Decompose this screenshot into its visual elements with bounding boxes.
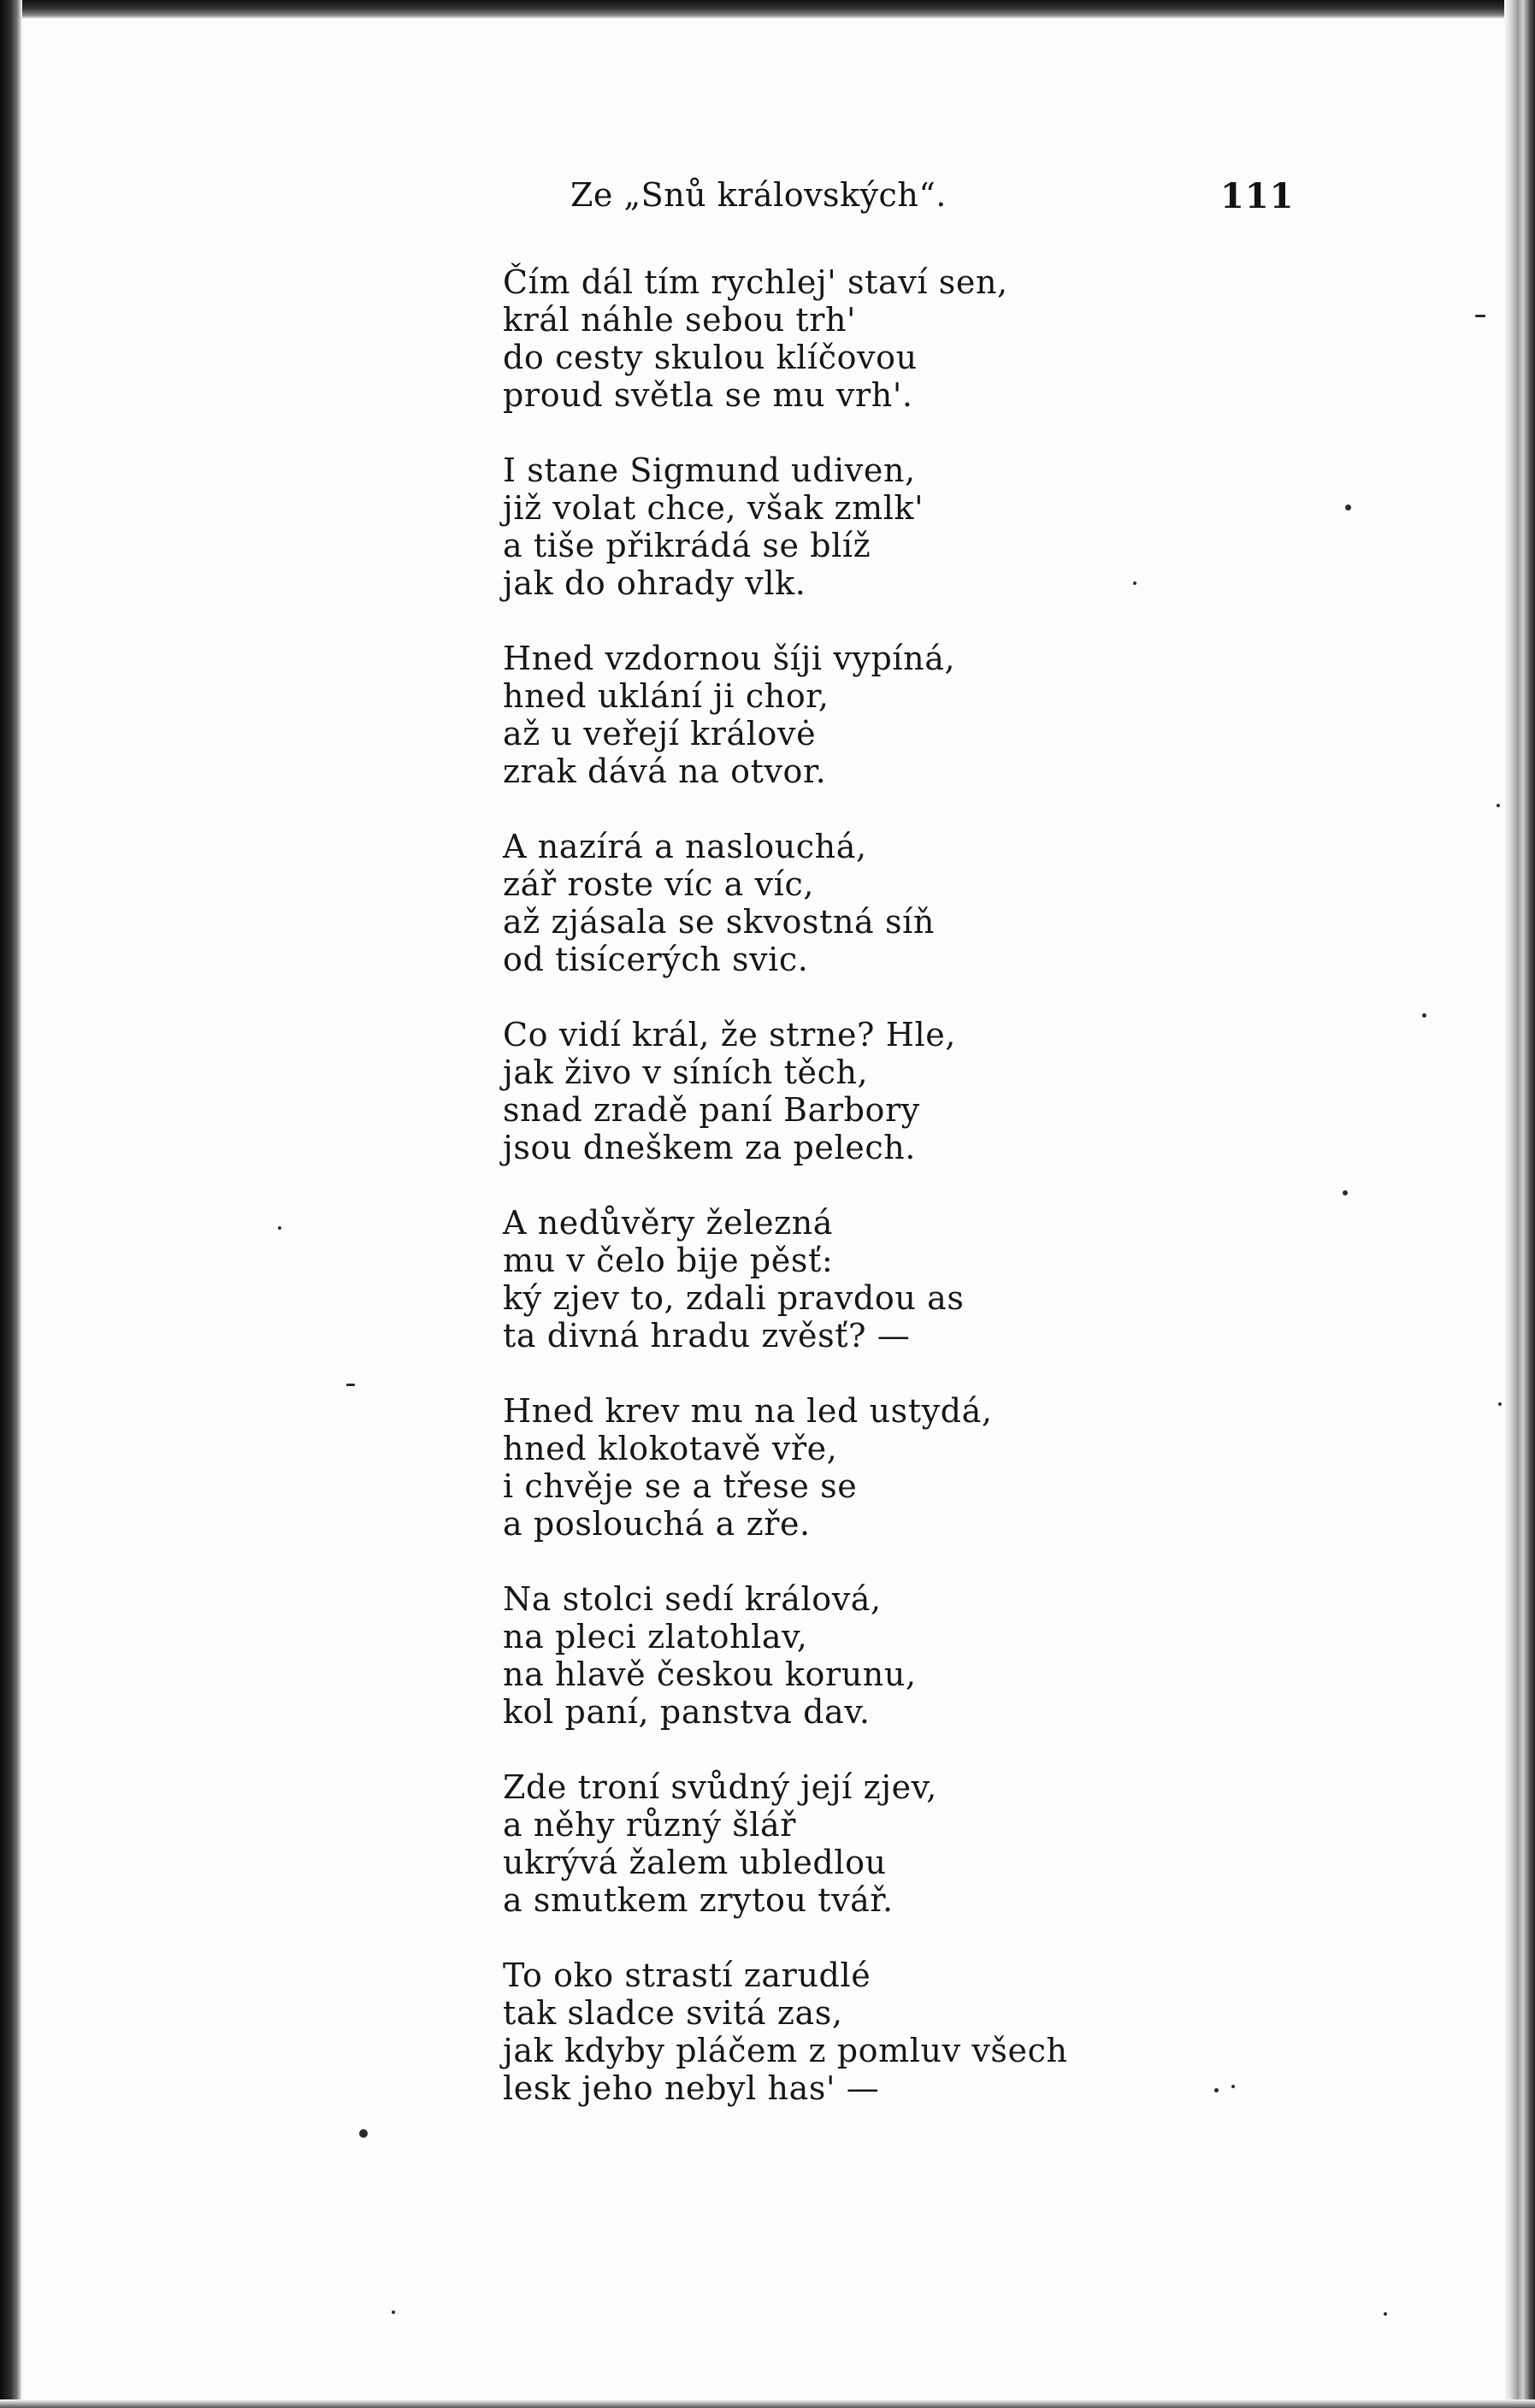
verse-line: a poslouchá a zře. — [503, 1505, 811, 1543]
scan-speck — [1384, 2312, 1387, 2316]
scan-edge-bottom — [0, 2399, 1535, 2408]
verse-line: proud světla se mu vrh'. — [503, 376, 913, 414]
verse-line: lesk jeho nebyl has' — — [503, 2069, 880, 2107]
verse-line: již volat chce, však zmlk' — [503, 489, 924, 527]
verse-line: Co vidí král, že strne? Hle, — [503, 1016, 956, 1054]
verse-line: I stane Sigmund udiven, — [503, 452, 916, 489]
scan-speck — [1231, 2085, 1235, 2088]
page-number: 111 — [1220, 176, 1295, 216]
verse-line: do cesty skulou klíčovou — [503, 339, 918, 376]
verse-line: jak živo v síních těch, — [503, 1054, 869, 1091]
verse-line: hned klokotavě vře, — [503, 1430, 838, 1467]
verse-line: Hned vzdornou šíji vypíná, — [503, 640, 956, 677]
running-head — [0, 176, 1535, 224]
verse-line: kol paní, panstva dav. — [503, 1693, 871, 1731]
scan-speck — [1345, 505, 1351, 511]
verse-line: až zjásala se skvostná síň — [503, 903, 935, 941]
stanza — [503, 452, 1153, 602]
scan-speck — [1497, 804, 1500, 807]
verse-line: tak sladce svitá zas, — [503, 1994, 843, 2032]
scan-speck — [1475, 315, 1485, 317]
verse-line: jsou dneškem za pelech. — [503, 1129, 916, 1166]
verse-line: ukrývá žalem ubledlou — [503, 1844, 887, 1881]
verse-line: hned uklání ji chor, — [503, 677, 829, 715]
stanza — [503, 828, 1153, 978]
running-title: Ze „Snů královských“. — [570, 176, 947, 214]
verse-line: zář roste víc a víc, — [503, 865, 815, 903]
verse-line: a smutkem zrytou tvář. — [503, 1881, 894, 1919]
stanza — [503, 263, 1153, 414]
stanza — [503, 640, 1153, 790]
verse-line: ta divná hradu zvěsť? — — [503, 1317, 911, 1354]
scan-edge-right — [1504, 0, 1535, 2408]
verse-line: na hlavě českou korunu, — [503, 1656, 917, 1693]
verse-line: jak do ohrady vlk. — [503, 564, 806, 602]
verse-line: Hned krev mu na led ustydá, — [503, 1392, 993, 1430]
scan-edge-left — [0, 0, 22, 2408]
scan-speck — [392, 2311, 395, 2314]
verse-line: A nedůvěry železná — [503, 1204, 834, 1242]
verse-line: a tiše přikrádá se blíž — [503, 527, 871, 564]
verse-line: od tisícerých svic. — [503, 941, 809, 978]
verse-line: A nazírá a naslouchá, — [503, 828, 867, 865]
scan-speck — [278, 1226, 281, 1230]
stanza — [503, 1204, 1153, 1354]
scan-speck — [1214, 2088, 1219, 2092]
verse-line: až u veřejí královė — [503, 715, 817, 752]
stanza — [503, 1016, 1153, 1166]
poem — [503, 263, 1153, 2145]
stanza — [503, 1956, 1153, 2107]
verse-line: jak kdyby pláčem z pomluv všech — [503, 2032, 1068, 2069]
scan-speck — [1498, 1402, 1502, 1406]
scan-edge-top — [0, 0, 1535, 19]
scan-speck — [1343, 1190, 1348, 1195]
verse-line: snad zradě paní Barbory — [503, 1091, 920, 1129]
verse-line: Zde troní svůdný její zjev, — [503, 1768, 937, 1806]
verse-line: král náhle sebou trh' — [503, 301, 857, 339]
stanza — [503, 1580, 1153, 1731]
scan-speck — [346, 1384, 355, 1386]
stanza — [503, 1768, 1153, 1919]
verse-line: a něhy různý šlář — [503, 1806, 797, 1844]
verse-line: zrak dává na otvor. — [503, 752, 827, 790]
verse-line: Na stolci sedí králová, — [503, 1580, 882, 1618]
stanza — [503, 1392, 1153, 1543]
scan-speck — [1422, 1013, 1426, 1018]
scan-speck — [359, 2129, 368, 2138]
scan-speck — [1133, 581, 1136, 585]
verse-line: na pleci zlatohlav, — [503, 1618, 808, 1656]
verse-line: mu v čelo bije pěsť: — [503, 1242, 834, 1279]
verse-line: ký zjev to, zdali pravdou as — [503, 1279, 965, 1317]
verse-line: To oko strastí zarudlé — [503, 1956, 871, 1994]
verse-line: Čím dál tím rychlej' staví sen, — [503, 263, 1008, 301]
verse-line: i chvěje se a třese se — [503, 1467, 858, 1505]
